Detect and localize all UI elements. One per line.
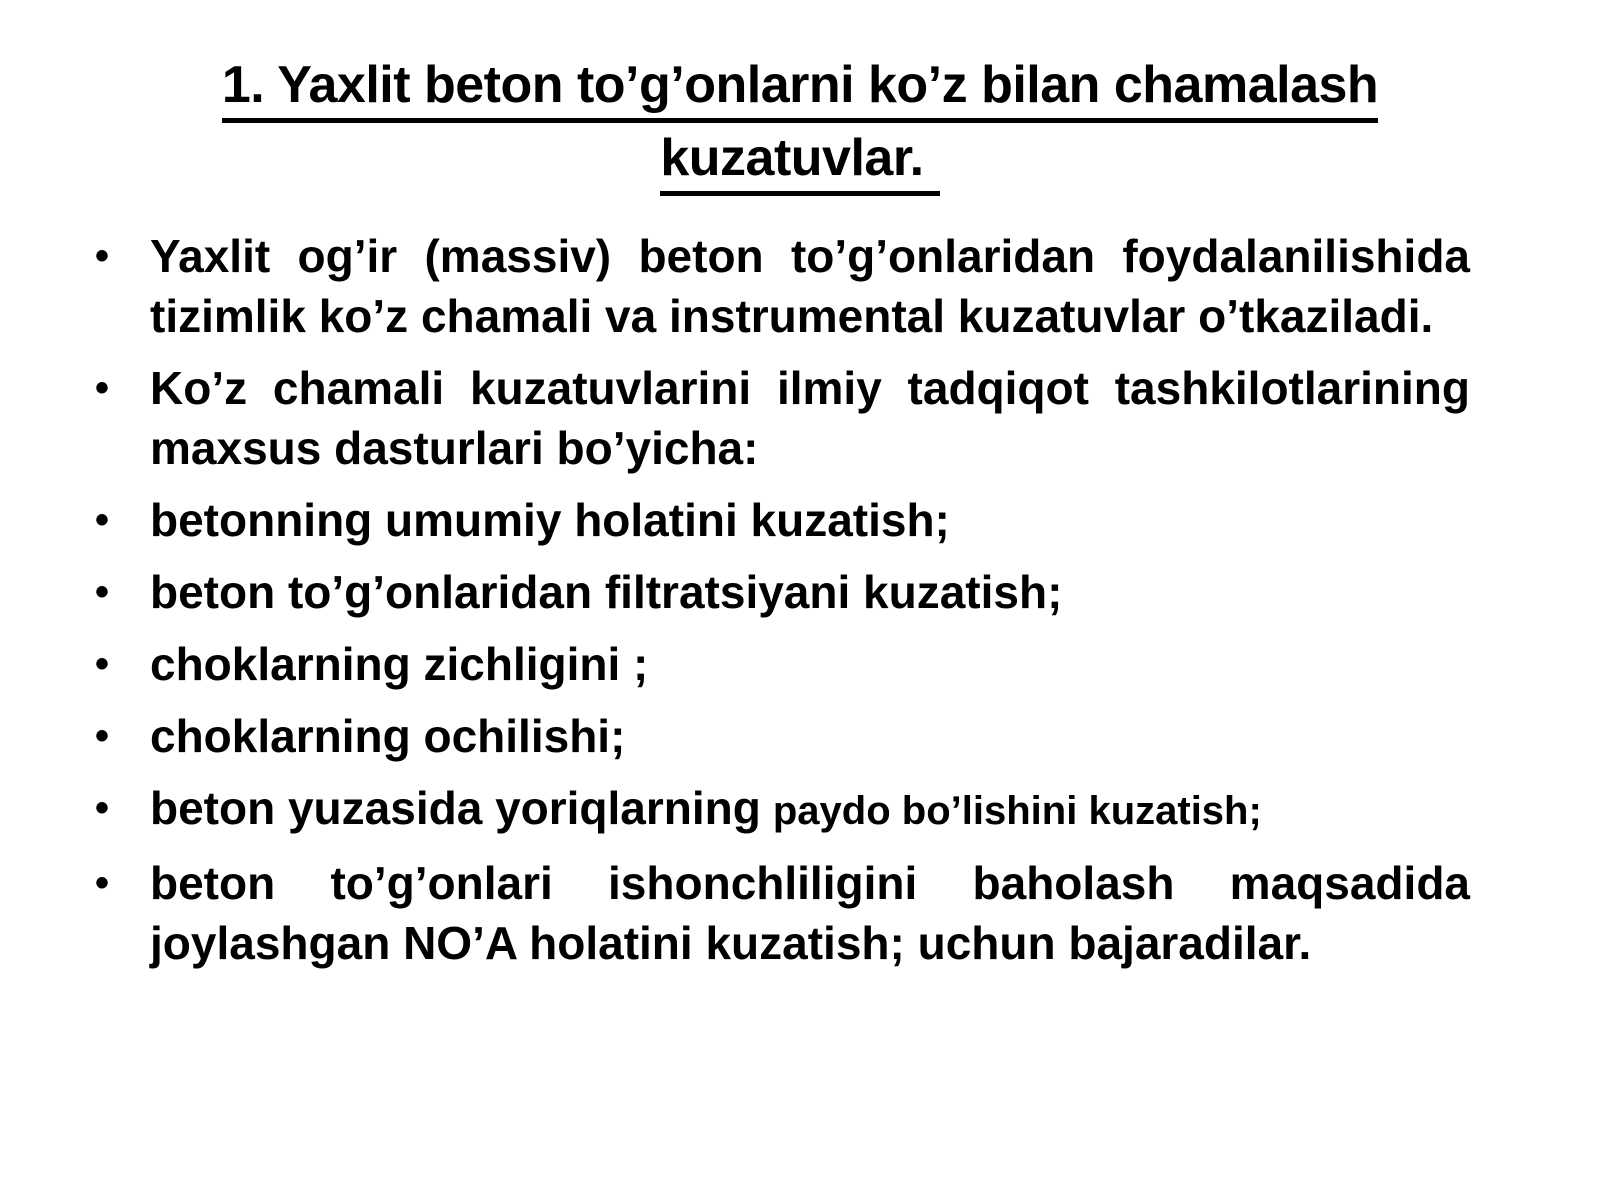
bullet-item [95, 226, 1470, 346]
bullet-marker: • [95, 786, 110, 830]
slide-title-line-2 [0, 129, 1600, 196]
bullet-marker: • [95, 234, 110, 278]
bullet-list [95, 226, 1470, 973]
bullet-text-main: beton yuzasida yoriqlarning [150, 782, 761, 834]
bullet-text: beton to’g’onlari ishonchliligini baholash maqsadida joylashgan NO’A holatini kuzatish; uchun bajaradilar. [150, 857, 1470, 969]
bullet-text: betonning umumiy holatini kuzatish; [150, 494, 950, 546]
bullet-item [95, 778, 1470, 841]
bullet-text [150, 778, 1470, 841]
bullet-text: Yaxlit og’ir (massiv) beton to’g’onlaridan foydalanilishida tizimlik ko’z chamali va instrumental kuzatuvlar o’tkaziladi. [150, 230, 1470, 342]
bullet-text: Ko’z chamali kuzatuvlarini ilmiy tadqiqot tashkilotlarining maxsus dasturlari bo’yicha: [150, 362, 1470, 474]
bullet-item [95, 358, 1470, 478]
bullet-item [95, 562, 1470, 622]
bullet-text-small: paydo bo’lishini kuzatish; [772, 789, 1262, 833]
bullet-marker: • [95, 570, 110, 614]
bullet-item [95, 853, 1470, 973]
bullet-text: choklarning zichligini ; [150, 638, 649, 690]
bullet-marker: • [95, 861, 110, 905]
bullet-marker: • [95, 498, 110, 542]
bullet-item [95, 634, 1470, 694]
slide-title-text-1: 1. Yaxlit beton to’g’onlarni ko’z bilan chamalash [222, 56, 1378, 123]
bullet-item [95, 490, 1470, 550]
bullet-marker: • [95, 366, 110, 410]
slide-title-text-2: kuzatuvlar. [660, 129, 939, 196]
bullet-item [95, 706, 1470, 766]
bullet-text: beton to’g’onlaridan filtratsiyani kuzatish; [150, 566, 1063, 618]
bullet-text: choklarning ochilishi; [150, 710, 626, 762]
bullet-marker: • [95, 642, 110, 686]
slide-title-line-1 [0, 56, 1600, 123]
bullet-marker: • [95, 714, 110, 758]
